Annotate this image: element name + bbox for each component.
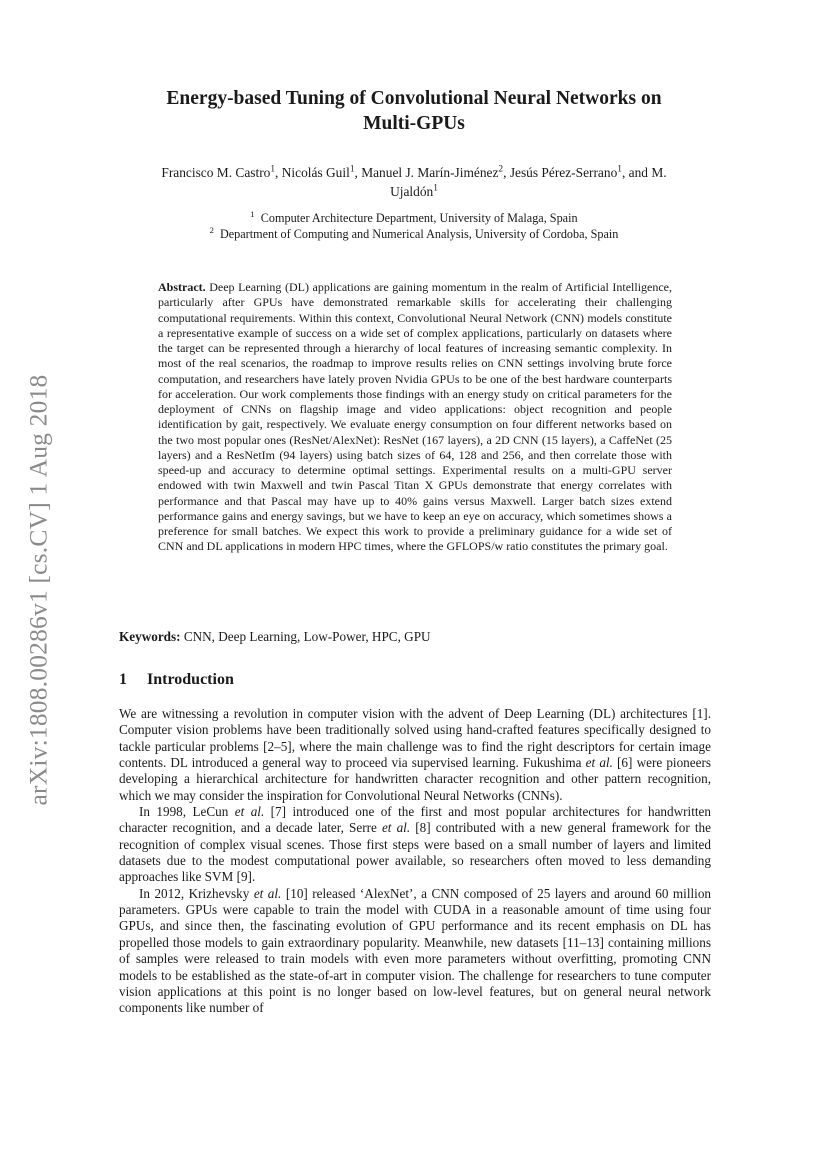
citation-link[interactable]: [9] [236,869,252,885]
title-line-1: Energy-based Tuning of Convolutional Neural Networks on [166,88,662,109]
author-name: Ujaldón [390,184,434,199]
citation-link[interactable]: [6] [617,755,633,771]
citation-link[interactable]: [11–13] [562,934,604,950]
et-al-text: et al. [234,804,265,820]
et-al-text: et al. [381,820,411,836]
affiliation-item [112,226,716,242]
text-run: contributed with a new general framework for the recognition of complex visual scenes. Those first steps were based on a small number of layers and limited datasets due to the modest computational power available, so researchers often moved to less demanding approaches like SVM [119,820,712,885]
author-list [112,163,716,201]
paragraph-1 [119,706,711,804]
text-run: were pioneers developing a hierarchical architecture for handwritten character recognition and other pattern recognition, which we may consider the inspiration for Convolutional Neural Networks (CNNs). [119,755,711,803]
section-heading [119,671,711,689]
affiliation-text: Department of Computing and Numerical Analysis, University of Cordoba, Spain [219,227,619,241]
author-name: Manuel J. Marín-Jiménez [361,165,499,180]
paragraph-3 [119,886,711,1017]
citation-link[interactable]: [8] [415,820,431,836]
text-run: introduced one of the first and most popular architectures for handwritten character recognition, and a decade later, Serre [119,804,711,836]
et-al-text: et al. [253,885,282,901]
text-run: . Computer vision problems have been traditionally solved using hand-crafted features specifically designed to tackle particular problems [119,706,711,754]
author-separator: , and M. [621,165,667,180]
author-name: Nicolás Guil [281,165,350,180]
text-run: We are witnessing a revolution in computer vision with the advent of Deep Learning (DL) architectures [119,706,693,721]
author-separator: , [275,165,282,180]
affiliation-list [112,210,716,242]
section-number: 1 [119,671,127,688]
author-name: Jesús Pérez-Serrano [509,165,618,180]
text-run: released ‘AlexNet’, a CNN composed of 25 layers and around 60 million parameters. GPUs were capable to train the model with CUDA in a reasonable amount of time using four GPUs, and since then, the fascinating evolution of GPU performance and its recent emphasis on DL has propelled those models to gain extraordinary popularity. Meanwhile, new datasets [119,885,712,950]
author-separator: , [503,165,510,180]
et-al-text: et al. [585,755,613,771]
author-affiliation-mark: 1 [349,164,355,175]
citation-link[interactable]: [1] [692,706,708,721]
author-affiliation-mark: 1 [270,164,276,175]
citation-link[interactable]: [2–5] [263,738,292,754]
affiliation-text: Computer Architecture Department, University of Malaga, Spain [260,211,578,225]
section-title: Introduction [147,671,234,688]
text-run: . [251,869,256,885]
author-affiliation-mark: 2 [498,164,504,175]
introduction-body [119,706,711,1017]
text-run: In 1998, LeCun [139,804,235,820]
paper-title [100,86,728,136]
affiliation-item [112,210,716,226]
arxiv-identifier-stamp [16,360,60,820]
author-affiliation-mark: 1 [617,164,622,175]
text-run: In 2012, Krizhevsky [139,885,254,901]
arxiv-identifier-text: arXiv:1808.00286v1 [cs.CV] 1 Aug 2018 [23,374,53,806]
author-name: Francisco M. Castro [161,165,271,180]
keywords-block [119,629,711,645]
keywords-label: Keywords: [119,629,181,644]
text-run: , where the main challenge was to find the right descriptors for certain image contents. DL introduced a general way to proceed via supervised learning. Fukushima [119,738,711,771]
citation-link[interactable]: [7] [270,804,287,820]
title-line-2: Multi-GPUs [363,113,465,134]
paragraph-2 [119,804,711,886]
author-separator: , [354,165,362,180]
text-run: containing millions of samples were released to train models with even more parameters without overfitting, promoting CNN models to be established as the state-of-art in computer vision. The challenge for researchers to tune computer vision applications at this point is no longer based on low-level features, but on general neural network components like number of [119,934,711,1016]
abstract-label: Abstract. [158,280,206,294]
affiliation-mark: 2 [209,224,214,235]
abstract-text: Deep Learning (DL) applications are gaining momentum in the realm of Artificial Intelligence, particularly after GPUs have demonstrated remarkable skills for accelerating their challenging computational requirements. Within this context, Convolutional Neural Network (CNN) models constitute a representative example of success on a wide set of complex applications, particularly on datasets where the target can be represented through a hierarchy of local features of increasing semantic complexity. In most of the real scenarios, the roadmap to improve results relies on CNN settings involving brute force computation, and researchers have lately proven Nvidia GPUs to be one of the best hardware counterparts for acceleration. Our work complements those findings with an energy study on critical parameters for the deployment of CNNs on flagship image and video applications: object recognition and people identification by gait, respectively. We evaluate energy consumption on four different networks based on the two most popular ones (ResNet/AlexNet): ResNet (167 layers), a 2D CNN (15 layers), a CaffeNet (25 layers) and a ResNetIm (94 layers) using batch sizes of 64, 128 and 256, and then correlate those with speed-up and accuracy to determine optimal settings. Experimental results on a multi-GPU server endowed with twin Maxwell and twin Pascal Titan X GPUs demonstrate that energy correlates with performance and that Pascal may have up to 40% gains versus Maxwell. Larger batch sizes extend performance gains and energy savings, but we have to keep an eye on accuracy, which sometimes shows a preference for small batches. We expect this work to provide a preliminary guidance for a wide set of CNN and DL applications in modern HPC times, where the GFLOPS/w ratio constitutes the primary goal. [158,280,673,554]
affiliation-mark: 1 [250,208,255,219]
citation-link[interactable]: [10] [285,885,308,901]
keywords-text: CNN, Deep Learning, Low-Power, HPC, GPU [183,629,431,644]
abstract-block [158,280,672,555]
author-affiliation-mark: 1 [433,183,438,194]
